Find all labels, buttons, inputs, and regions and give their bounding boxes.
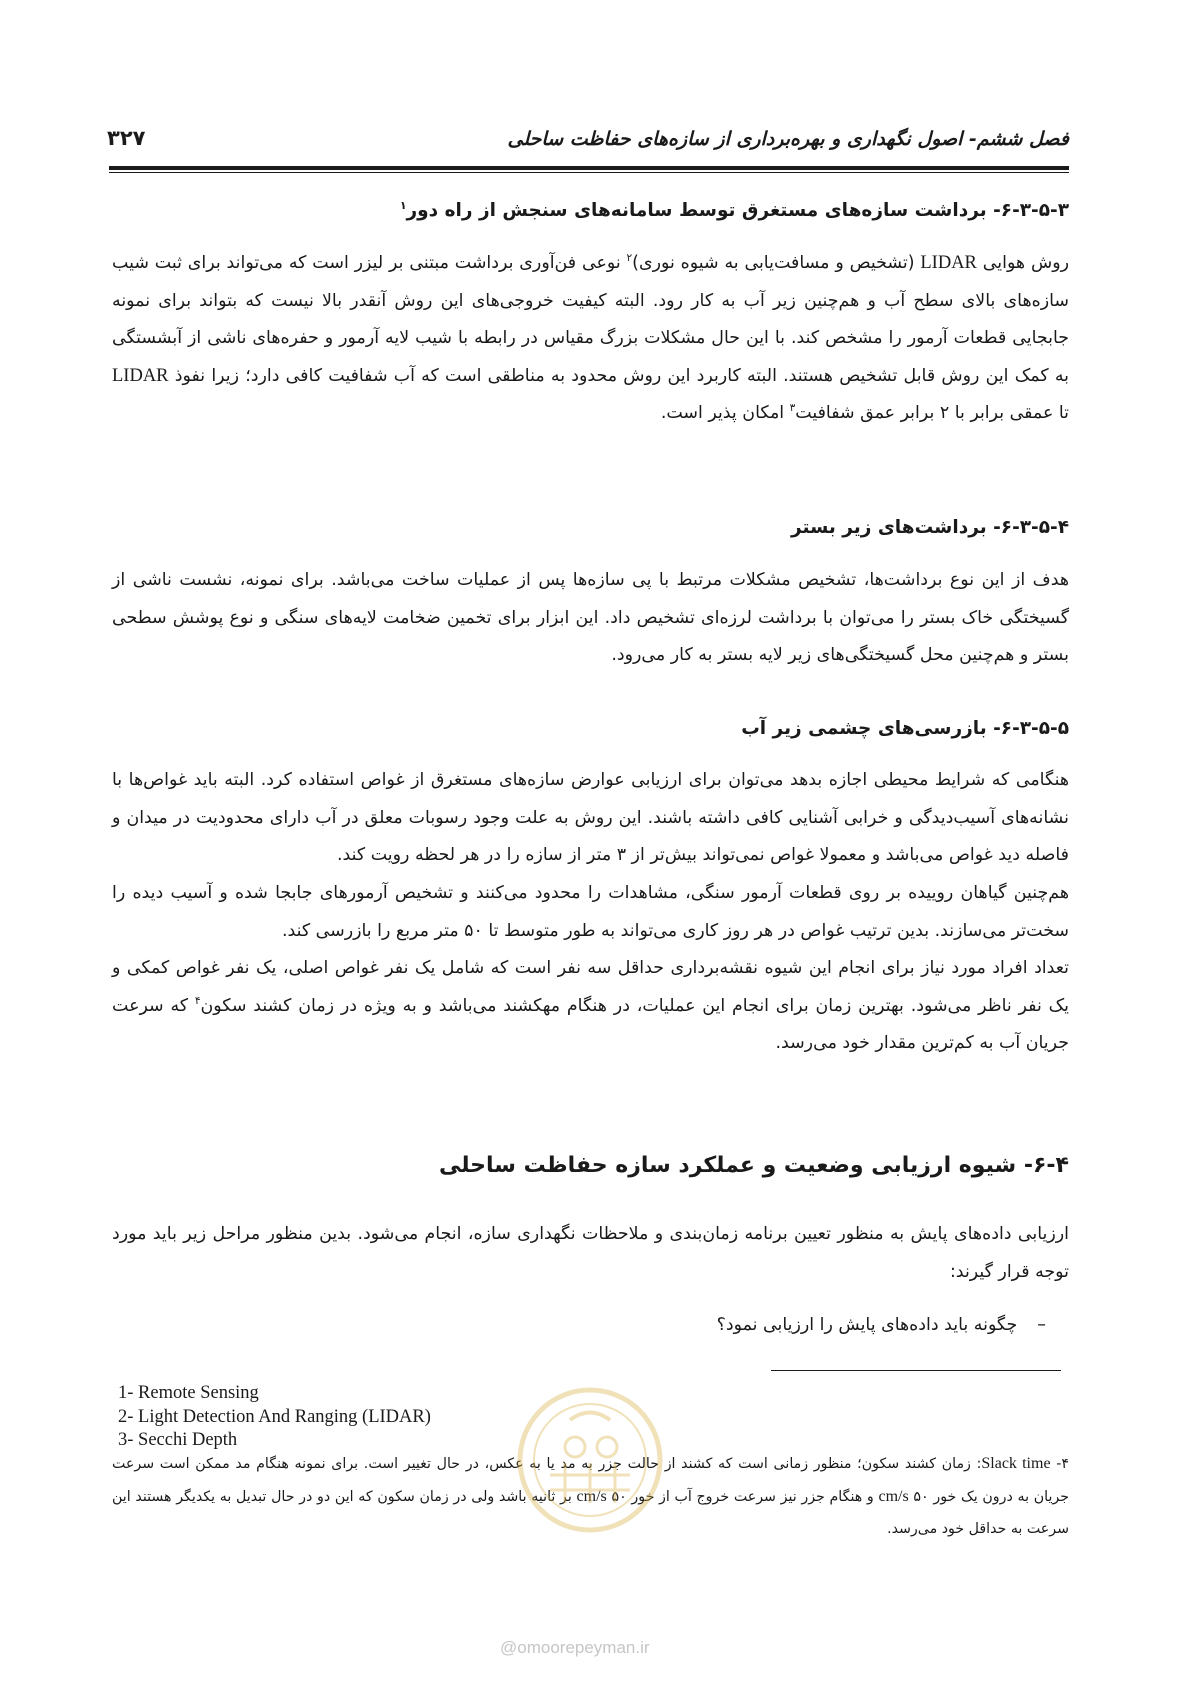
unit-text: cm/s: [576, 1487, 607, 1505]
section-number: ۶-۳-۵-۴-: [993, 517, 1069, 538]
watermark-url: @omoorepeyman.ir: [500, 1638, 650, 1657]
paragraph-assessment: ارزیابی داده‌های پایش به منظور تعیین برنامه زمان‌بندی و ملاحظات نگهداری سازه، انجام می‌شود. بدین منظور مراحل زیر باید مورد توجه قرار گیرند:: [112, 1224, 1069, 1282]
running-header-title: فصل ششم- اصول نگهداری و بهره‌برداری از سازه‌های حفاظت ساحلی: [507, 128, 1069, 150]
footnote-1: 1- Remote Sensing: [118, 1383, 259, 1403]
footnote-text: و هنگام جزر نیز سرعت خروج آب از خور ۵۰: [606, 1488, 879, 1505]
para-text: که سرعت جریان آب به کم‌ترین مقدار خود می‌رسد.: [112, 995, 1069, 1054]
page-number: ۳۲۷: [107, 126, 146, 150]
section-title: بازرسی‌های چشمی زیر آب: [741, 718, 987, 739]
footnote-ref: ۴: [194, 994, 201, 1007]
section-number: ۶-۳-۵-۵-: [993, 718, 1069, 739]
footnote-ref: ۲: [626, 252, 633, 265]
footnote-text: بر ثانیه باشد ولی در زمان سکون که این دو در حال تبدیل به یکدیگر هستند این سرعت به حداقل خود می‌رسد.: [112, 1488, 1069, 1537]
para-text: (تشخیص و مسافت‌یابی به شیوه نوری): [632, 253, 921, 273]
footnote-separator: [771, 1370, 1061, 1371]
para-text: امکان پذیر است.: [660, 403, 790, 424]
section-heading-visual-inspection: [741, 718, 1069, 739]
list-item-text: چگونه باید داده‌های پایش را ارزیابی نمود؟: [716, 1315, 1018, 1335]
footnote-2: 2- Light Detection And Ranging (LIDAR): [118, 1406, 431, 1427]
section-title: شیوه ارزیابی وضعیت و عملکرد سازه حفاظت ساحلی: [438, 1153, 1017, 1178]
header-rule: [109, 166, 1069, 170]
footnote-text: : زمان کشند سکون؛ منظور زمانی است که کشند از حالت جزر به مد یا به عکس، در حال تغییر است. برای نمونه هنگام مد ممکن است سرعت جریان به درون یک خور ۵۰: [112, 1456, 1070, 1505]
section-number: ۶-۳-۵-۳-: [993, 200, 1069, 222]
section-heading-sub-bottom: [791, 517, 1069, 538]
section-number: ۶-۴-: [1023, 1153, 1069, 1178]
paragraph-crew: [112, 950, 1069, 1063]
header-rule-thin: [109, 172, 1069, 173]
unit-text: cm/s: [878, 1487, 909, 1505]
footnote-ref: ۳: [789, 402, 796, 415]
paragraph-vegetation: هم‌چنین گیاهان روییده بر روی قطعات آرمور سنگی، مشاهدات را محدود می‌کنند و تشخیص آرمورهای جابجا شده و آسیب دیده را سخت‌تر می‌سازند. بدین ترتیب غواص در هر روز کاری می‌تواند به طور متوسط تا ۵۰ متر مربع را بازرسی کند.: [112, 883, 1069, 941]
footnote-ref: ۱: [399, 199, 407, 212]
section-heading-assessment: [439, 1153, 1069, 1178]
section-heading-remote-sensing: [400, 199, 1069, 221]
section-title: برداشت‌های زیر بستر: [791, 517, 987, 538]
list-item: [717, 1310, 1046, 1340]
footnotes-latin: [118, 1382, 431, 1453]
paragraph-sub-bottom: هدف از این نوع برداشت‌ها، تشخیص مشکلات مرتبط با پی سازه‌ها پس از عملیات ساخت می‌باشد. برای نمونه، نشست ناشی از گسیختگی خاک بستر را می‌توان با برداشت لرزه‌ای تشخیص داد. این ابزار برای تخمین ضخامت لایه‌های سنگی و نوع پوشش سطحی بستر و هم‌چنین محل گسیختگی‌های زیر لایه بستر به کار می‌رود.: [112, 570, 1069, 666]
paragraph-divers: هنگامی که شرایط محیطی اجازه بدهد می‌توان برای ارزیابی عوارض سازه‌های مستغرق از غواص استفاده کرد. البته باید غواص‌ها با نشانه‌های آسیب‌دیدگی و خرابی آشنایی کافی داشته باشند. این روش به علت وجود رسوبات معلق در آب دارای محدودیت در میدان و فاصله دید غواص می‌باشد و معمولا غواص نمی‌تواند بیش‌تر از ۳ متر از سازه را در هر لحظه رویت کند.: [112, 770, 1069, 866]
footnote-label: ۴-: [1050, 1456, 1070, 1472]
lidar-term: LIDAR: [112, 365, 169, 386]
paragraph-lidar: [112, 245, 1069, 433]
para-text: نوعی فن‌آوری برداشت مبتنی بر لیزر است که می‌تواند برای ثبت شیب سازه‌های بالای سطح آب و هم‌چنین زیر آب به کار رود. البته کیفیت خروجی‌های این روش آنقدر بالا نیست که بتواند برای نمونه جابجایی قطعات آرمور را مشخص کند. با این حال مشکلات بزرگ مقیاس در رابطه با شیب لایه آرمور و حفره‌های ناشی از آبشستگی به کمک این روش قابل تشخیص هستند. البته کاربرد این روش محدود به مناطقی است که آب شفافیت کافی دارد؛ زیرا نفوذ: [112, 253, 1069, 386]
dash-bullet: –: [1037, 1315, 1046, 1335]
footnote-term: Slack time: [981, 1455, 1051, 1472]
para-text: تعداد افراد مورد نیاز برای انجام این شیوه نقشه‌برداری حداقل سه نفر است که شامل یک نفر غواص اصلی، یک نفر غواص کمکی و یک نفر ناظر می‌شود. بهترین زمان برای انجام این عملیات، در هنگام مهکشند می‌باشد و به ویژه در زمان کشند سکون: [112, 958, 1070, 1016]
section-title: برداشت سازه‌های مستغرق توسط سامانه‌های سنجش از راه دور: [406, 200, 987, 222]
lidar-term: LIDAR: [920, 253, 977, 273]
footnote-3: 3- Secchi Depth: [118, 1430, 238, 1450]
watermark-seal-icon: [515, 1385, 665, 1535]
para-text: روش هوایی: [976, 253, 1069, 273]
para-text: تا عمقی برابر با ۲ برابر عمق شفافیت: [795, 403, 1069, 424]
